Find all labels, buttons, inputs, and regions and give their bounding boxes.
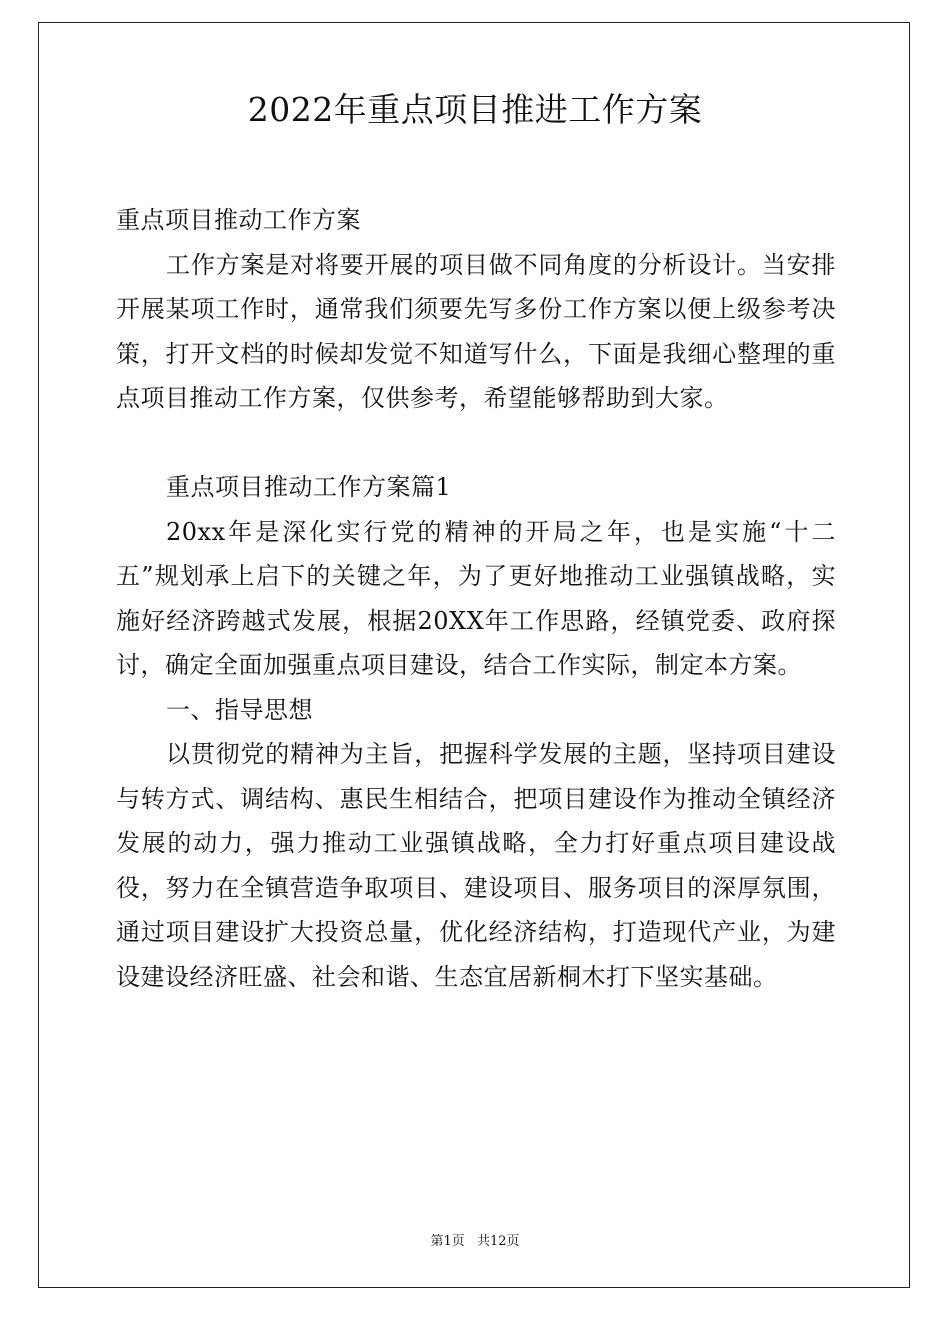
paragraph-spacer: [116, 421, 836, 466]
document-title: 2022年重点项目推进工作方案: [247, 90, 703, 129]
section-heading-guiding-ideology: 一、指导思想: [166, 695, 313, 724]
page-footer: [0, 1233, 950, 1251]
page-number-total: 共12页: [476, 1234, 520, 1249]
section-heading: 重点项目推动工作方案篇1: [166, 473, 452, 501]
intro-paragraph: 工作方案是对将要开展的项目做不同角度的分析设计。当安排开展某项工作时，通常我们须要先写多份工作方案以便上级参考决策，打开文档的时候却发觉不知道写什么，下面是我细心整理的重点项目推动工作方案，仅供参考，希望能够帮助到大家。: [116, 250, 836, 412]
page-number-current: 第1页: [430, 1234, 465, 1249]
body-paragraph: 20xx年是深化实行党的精神的开局之年，也是实施“十二五”规划承上启下的关键之年，为了更好地推动工业强镇战略，实施好经济跨越式发展，根据20XX年工作思路，经镇党委、政府探讨，确定全面加强重点项目建设，结合工作实际，制定本方案。: [116, 517, 836, 679]
body-paragraph: 以贯彻党的精神为主旨，把握科学发展的主题，坚持项目建设与转方式、调结构、惠民生相结合，把项目建设作为推动全镇经济发展的动力，强力推动工业强镇战略，全力打好重点项目建设战役，努力在全镇营造争取项目、建设项目、服务项目的深厚氛围，通过项目建设扩大投资总量，优化经济结构，打造现代产业，为建设建设经济旺盛、社会和谐、生态宜居新桐木打下坚实基础。: [116, 740, 836, 991]
document-body: [116, 198, 836, 999]
subtitle-paragraph: 重点项目推动工作方案: [116, 206, 361, 234]
